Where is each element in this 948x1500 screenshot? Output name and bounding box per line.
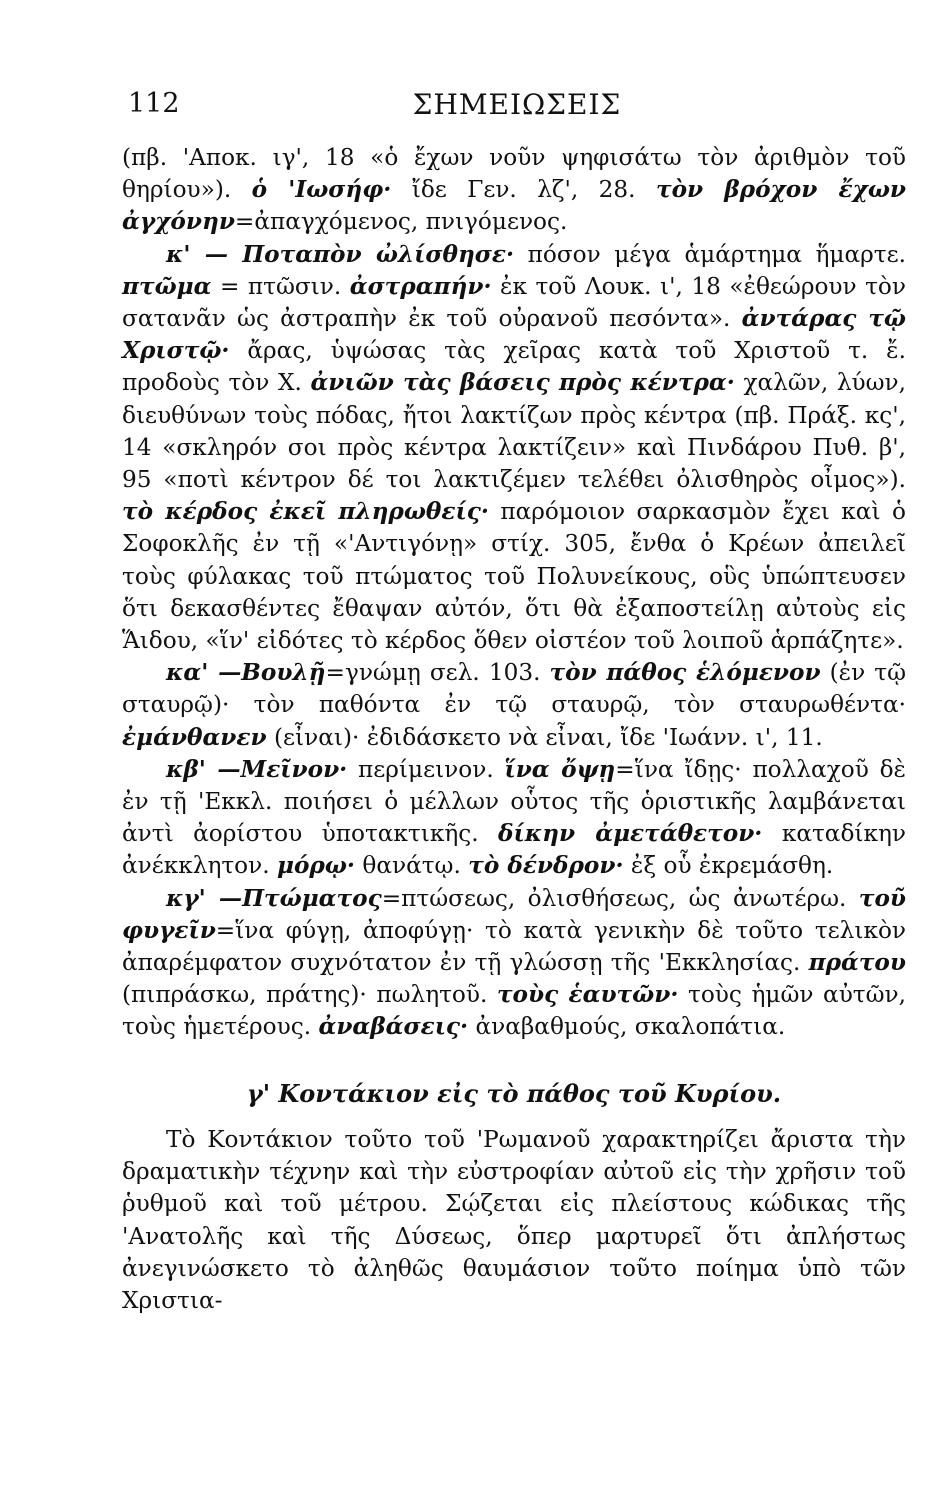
page-header [128, 88, 906, 138]
section-heading: γ' Κοντάκιον εἰς τὸ πάθος τοῦ Κυρίου. [246, 1078, 782, 1108]
page-body [122, 142, 906, 1317]
paragraph-4: κβ' —Μεῖνον· περίμεινον. ἵνα ὄψῃ=ἵνα ἴδῃς· πολλαχοῦ δὲ ἐν τῇ 'Εκκλ. ποιήσει ὁ μέλλων οὗτος τῆς ὁριστικῆς λαμβάνεται ἀντὶ ἀορίστου ὑποτακτικῆς. δίκην ἀμετάθετον· καταδίκην ἀνέκκλητον. μόρῳ· θανάτῳ. τὸ δένδρον· ἐξ οὗ ἐκρεμάσθη. [122, 755, 907, 880]
page-number: 112 [128, 88, 180, 119]
paragraph-3: κα' —Βουλῇ=γνώμῃ σελ. 103. τὸν πάθος ἑλόμενον (ἐν τῷ σταυρῷ)· τὸν παθόντα ἐν τῷ σταυρῷ, τὸν σταυρωθέντα· ἐμάνθανεν (εἶναι)· ἐδιδάσκετο νὰ εἶναι, ἴδε 'Ιωάνν. ι', 11. [122, 659, 907, 751]
paragraph-1: (πβ. 'Αποκ. ιγ', 18 «ὁ ἔχων νοῦν ψηφισάτω τὸν ἀριθμὸν τοῦ θηρίου»). ὁ 'Ιωσήφ· ἴδε Γεν. λζ', 28. τὸν βρόχον ἔχων ἀγχόνην=ἀπαγχόμενος, πνιγόμενος. [122, 144, 907, 236]
paragraph-6: Τὸ Κοντάκιον τοῦτο τοῦ 'Ρωμανοῦ χαρακτηρίζει ἄριστα τὴν δραματικὴν τέχνην καὶ τὴν εὐστροφίαν αὐτοῦ εἰς τὴν χρῆσιν τοῦ ῥυθμοῦ καὶ τοῦ μέτρου. Σῴζεται εἰς πλείστους κώδικας τῆς 'Ανατολῆς καὶ τῆς Δύσεως, ὅπερ μαρτυρεῖ ὅτι ἀπλήστως ἀνεγινώσκετο τὸ ἀληθῶς θαυμάσιον τοῦτο ποίημα ὑπὸ τῶν Χριστια- [122, 1125, 906, 1314]
paragraph-2: κ' — Ποταπὸν ὠλίσθησε· πόσον μέγα ἁμάρτημα ἥμαρτε. πτῶμα = πτῶσιν. ἀστραπήν· ἐκ τοῦ Λουκ. ι', 18 «ἐθεώρουν τὸν σατανᾶν ὡς ἀστραπὴν ἐκ τοῦ οὐρανοῦ πεσόντα». ἀντάρας τῷ Χριστῷ· ἄρας, ὑψώσας τὰς χεῖρας κατὰ τοῦ Χριστοῦ τ. ἔ. προδοὺς τὸν Χ. ἀνιῶν τὰς βάσεις πρὸς κέντρα· χαλῶν, λύων, διευθύνων τοὺς πόδας, ἤτοι λακτίζων πρὸς κέντρα (πβ. Πράξ. κς', 14 «σκληρόν σοι πρὸς κέντρα λακτίζειν» καὶ Πινδάρου Πυθ. β', 95 «ποτὶ κέντρον δέ τοι λακτιζέμεν τελέθει ὀλισθηρὸς οἶμος»). τὸ κέρδος ἐκεῖ πληρωθείς· παρόμοιον σαρκασμὸν ἔχει καὶ ὁ Σοφοκλῆς ἐν τῇ «'Αντιγόνῃ» στίχ. 305, ἔνθα ὁ Κρέων ἀπειλεῖ τοὺς φύλακας τοῦ πτώματος τοῦ Πολυνείκους, οὓς ὑπώπτευσεν ὅτι δεκασθέντες ἔθαψαν αὐτόν, ὅτι θὰ ἐξαποστείλῃ αὐτοὺς εἰς Ἅιδου, «ἵν' εἰδότες τὸ κέρδος ὅθεν οἰστέον τοῦ λοιποῦ ἁρπάζητε». [122, 240, 907, 655]
paragraph-5: κγ' —Πτώματος=πτώσεως, ὀλισθήσεως, ὡς ἀνωτέρω. τοῦ φυγεῖν=ἵνα φύγῃ, ἀποφύγῃ· τὸ κατὰ γενικὴν δὲ τοῦτο τελικὸν ἀπαρέμφατον συχνότατον ἐν τῇ γλώσσῃ τῆς 'Εκκλησίας. πράτου (πιπράσκω, πράτης)· πωλητοῦ. τοὺς ἑαυτῶν· τοὺς ἡμῶν αὐτῶν, τοὺς ἡμετέρους. ἀναβάσεις· ἀναβαθμούς, σκαλοπάτια. [122, 884, 906, 1041]
running-title: ΣΗΜΕΙΩΣΕΙΣ [412, 88, 622, 121]
